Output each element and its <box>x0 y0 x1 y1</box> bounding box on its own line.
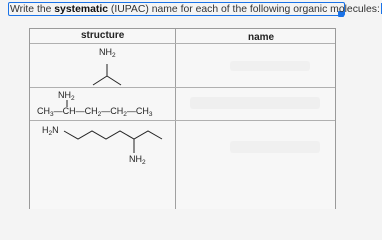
row-divider-1 <box>30 87 335 88</box>
row3-nh2-label: $NH_2$ <box>129 154 146 166</box>
name-input-row-3[interactable] <box>230 141 320 153</box>
row1-nh2-label: $NH_2$ <box>99 47 116 59</box>
header-divider <box>30 43 335 44</box>
name-input-row-2[interactable] <box>190 97 320 109</box>
row3-h2n-label: $H_2N$ <box>42 125 59 137</box>
header-name: name <box>248 32 275 43</box>
row2-formula: $CH_3—CH—CH_2—CH_2—CH_3$ <box>37 106 153 118</box>
row-divider-2 <box>30 120 335 121</box>
answer-table <box>29 28 336 209</box>
row2-nh2-label: $NH_2$ <box>58 90 75 102</box>
header-structure: structure <box>81 30 125 41</box>
bold-systematic: systematic <box>54 4 109 15</box>
column-divider <box>175 29 176 209</box>
name-input-row-1[interactable] <box>230 61 310 71</box>
question-prompt: Write the systematic (IUPAC) name for each of the following organic molecules: <box>10 4 380 15</box>
row1-skeleton <box>85 57 145 97</box>
